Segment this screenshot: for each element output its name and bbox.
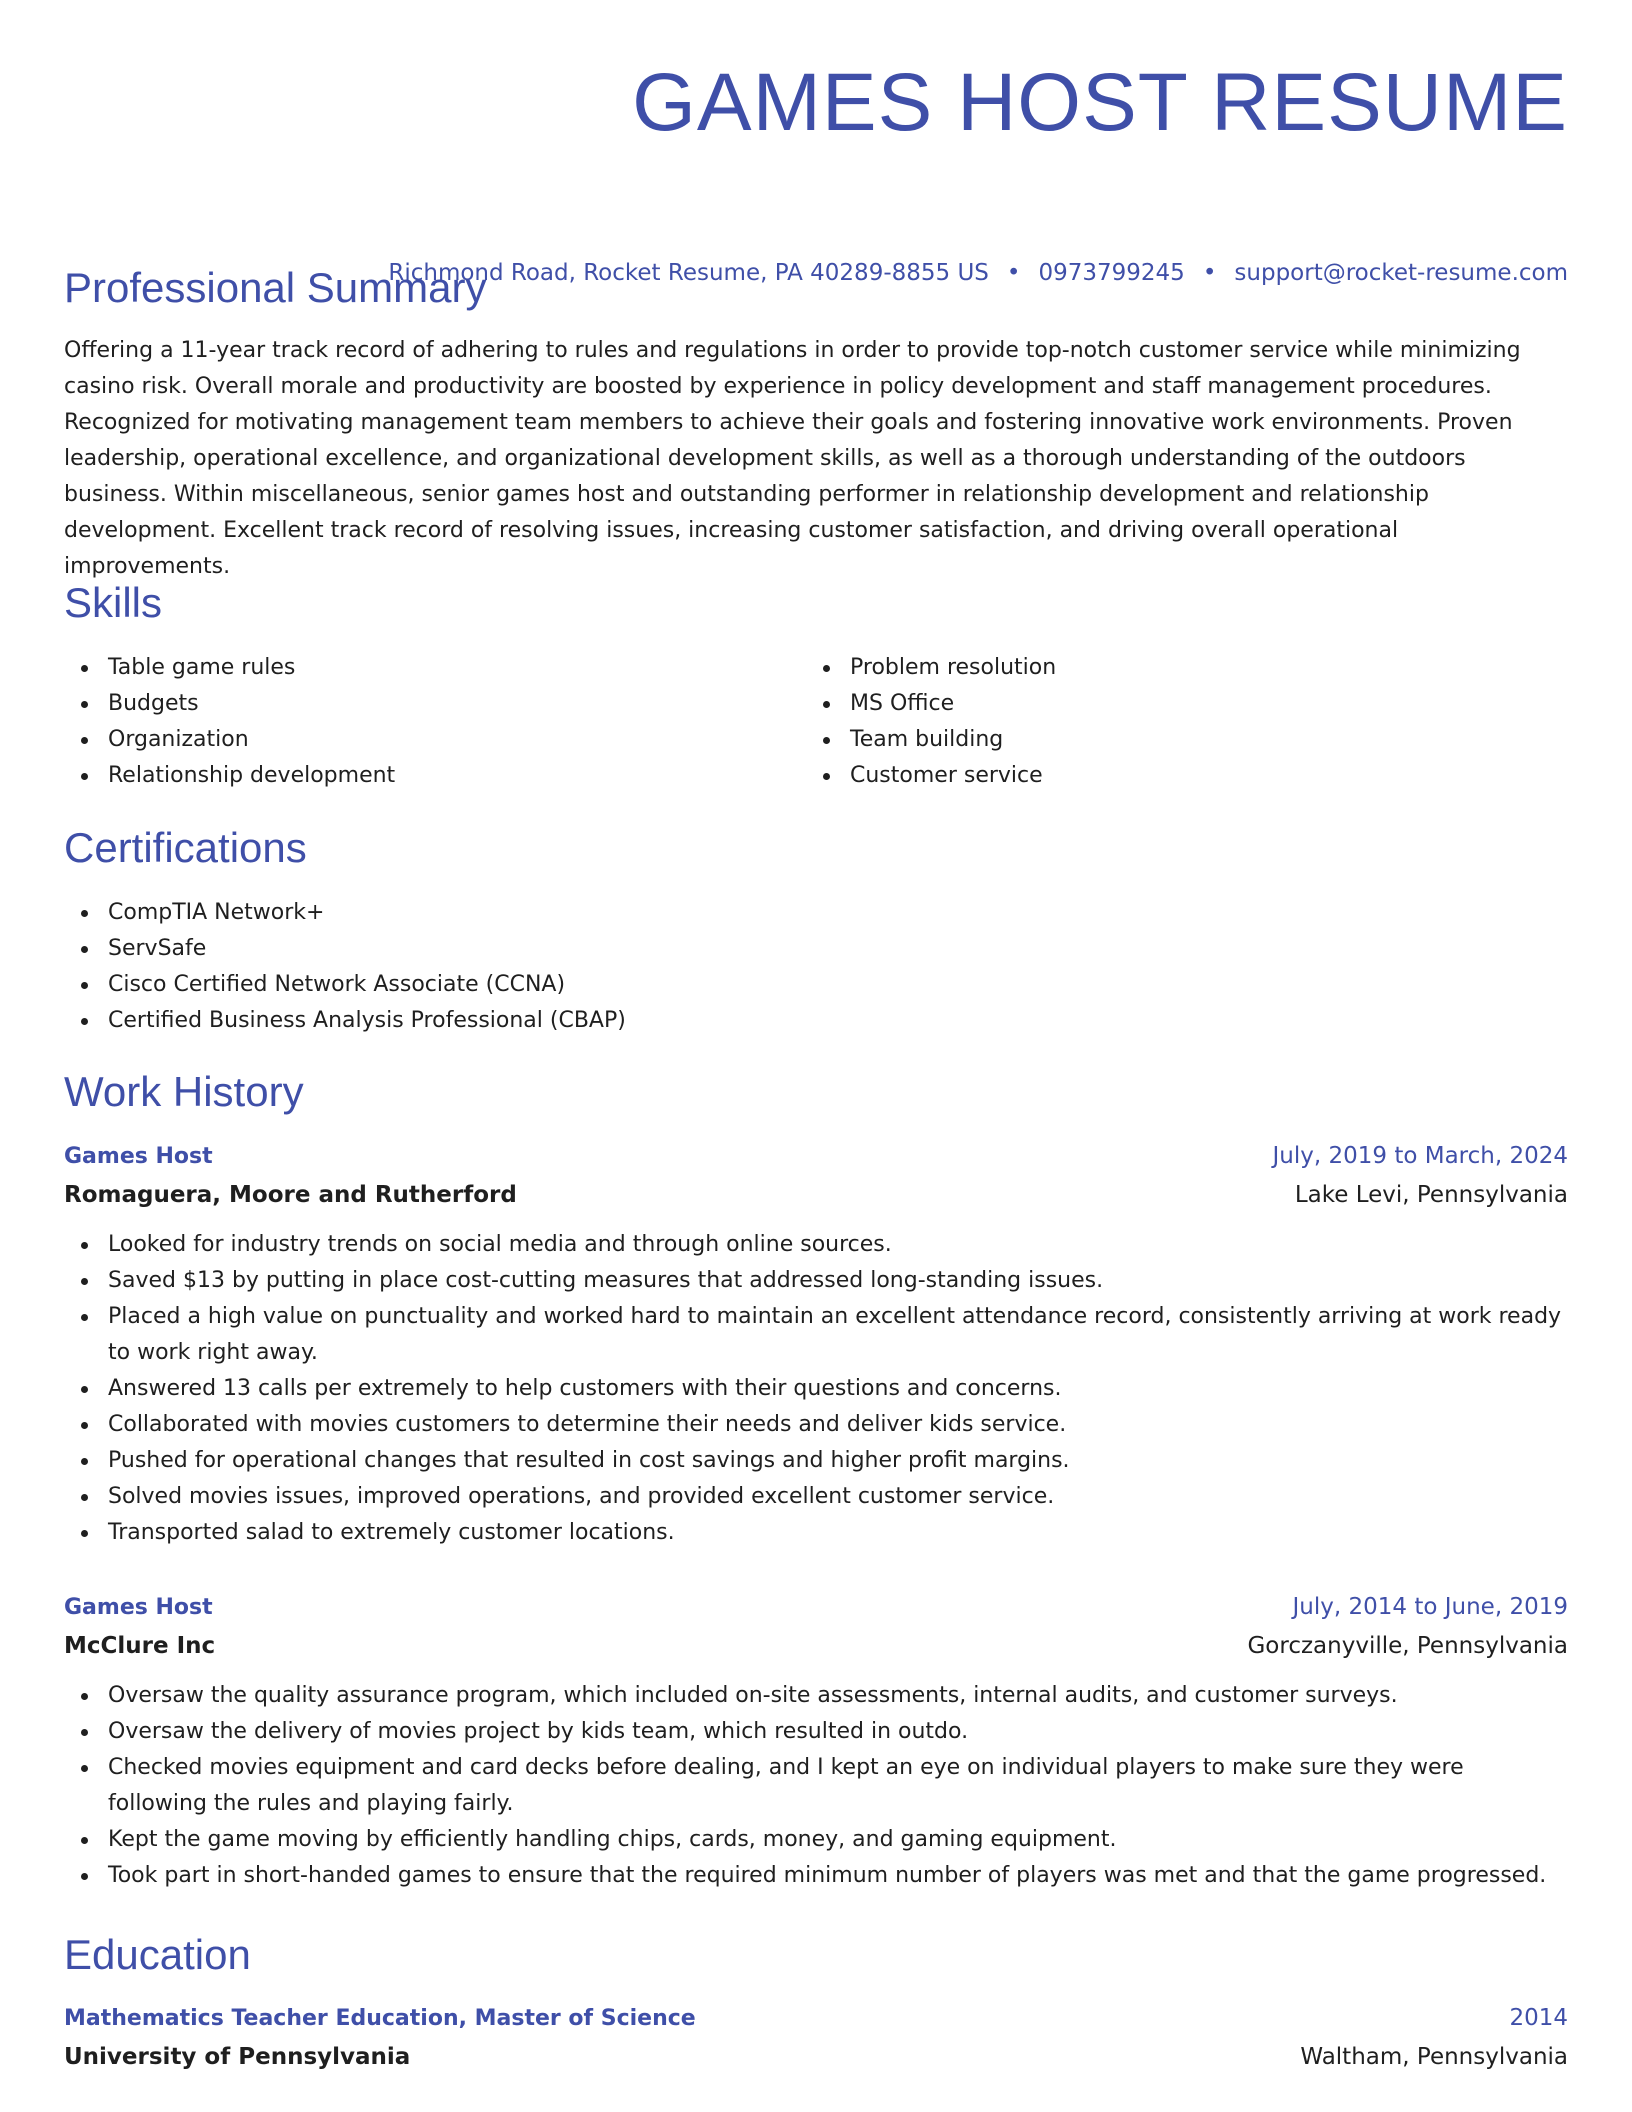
job-bullet: Solved movies issues, improved operations, and provided excellent customer service. [64,1479,1568,1515]
resume-title: GAMES HOST RESUME [632,57,1568,148]
contact-separator: • [1202,260,1217,286]
job-dates: July, 2019 to March, 2024 [1272,1143,1568,1169]
education-school: University of Pennsylvania [64,2044,411,2070]
skill-item: Problem resolution [806,650,1548,686]
skill-item: Organization [64,722,806,758]
job-bullet: Answered 13 calls per extremely to help customers with their questions and concerns. [64,1371,1568,1407]
job-role: Games Host [64,1595,213,1620]
job-company-row [64,1175,1568,1215]
certification-item: CompTIA Network+ [64,895,1568,931]
education-heading: Education [64,1931,251,1978]
job-bullet: Kept the game moving by efficiently handling chips, cards, money, and gaming equipment. [64,1822,1568,1858]
certification-item: Cisco Certified Network Associate (CCNA) [64,967,1568,1003]
certifications-heading: Certifications [64,824,307,871]
skill-item: Customer service [806,758,1548,794]
job-bullet: Saved $13 by putting in place cost-cutting measures that addressed long-standing issues. [64,1263,1568,1299]
job-bullet: Looked for industry trends on social media and through online sources. [64,1227,1568,1263]
job-header-row [64,1589,1568,1626]
skill-item: Budgets [64,686,806,722]
education-degree: Mathematics Teacher Education, Master of Science [64,2006,696,2031]
education-location: Waltham, Pennsylvania [1300,2044,1568,2070]
job-bullet: Checked movies equipment and card decks before dealing, and I kept an eye on individual players to make sure they were following the rules and playing fairly. [64,1750,1568,1822]
job-bullet: Collaborated with movies customers to determine their needs and deliver kids service. [64,1407,1568,1443]
education-header-row [64,2000,1568,2037]
skills-heading: Skills [64,579,163,626]
job-location: Gorczanyville, Pennsylvania [1247,1633,1568,1659]
contact-phone: 0973799245 [1038,260,1185,286]
skills-column-left [64,650,806,794]
job-company-row [64,1626,1568,1666]
job-bullet: Pushed for operational changes that resulted in cost savings and higher profit margins. [64,1443,1568,1479]
skill-item: Table game rules [64,650,806,686]
contact-address: Richmond Road, Rocket Resume, PA 40289-8855 US [388,260,989,286]
job-entry [64,1589,1568,1894]
summary-heading: Professional Summary [64,264,487,311]
job-entry [64,1138,1568,1551]
job-role: Games Host [64,1144,213,1169]
skills-list [64,650,1568,794]
skill-item: MS Office [806,686,1548,722]
contact-separator: • [1006,260,1021,286]
contact-line [388,258,1568,288]
job-bullet: Placed a high value on punctuality and worked hard to maintain an excellent attendance record, consistently arriving at work ready to work right away. [64,1299,1568,1371]
education-school-row [64,2037,1568,2077]
resume-header [64,55,1568,151]
certification-item: Certified Business Analysis Professional (CBAP) [64,1003,1568,1039]
job-bullet: Took part in short-handed games to ensure that the required minimum number of players was met and that the game progressed. [64,1858,1568,1894]
job-header-row [64,1138,1568,1175]
skill-item: Team building [806,722,1548,758]
certification-item: ServSafe [64,931,1568,967]
education-year: 2014 [1509,2005,1568,2031]
skills-column-right [806,650,1548,794]
job-bullet: Oversaw the delivery of movies project by kids team, which resulted in outdo. [64,1714,1568,1750]
job-bullet: Transported salad to extremely customer locations. [64,1515,1568,1551]
job-company: Romaguera, Moore and Rutherford [64,1182,517,1208]
work-history-heading: Work History [64,1068,304,1115]
education-entry [64,2000,1568,2077]
job-dates: July, 2014 to June, 2019 [1292,1594,1568,1620]
job-location: Lake Levi, Pennsylvania [1294,1182,1568,1208]
job-bullets [64,1678,1568,1894]
job-bullet: Oversaw the quality assurance program, which included on-site assessments, internal audits, and customer surveys. [64,1678,1568,1714]
certifications-list [64,895,1568,1039]
job-company: McClure Inc [64,1633,216,1659]
contact-email[interactable]: support@rocket-resume.com [1234,260,1568,286]
summary-text: Offering a 11-year track record of adhering to rules and regulations in order to provide top-notch customer service while minimizing casino risk. Overall morale and productivity are boosted by experience in policy development and staff management procedures. Recognized for motivating management team members to achieve their goals and fostering innovative work environments. Proven leadership, operational excellence, and organizational development skills, as well as a thorough understanding of the outdoors business. Within miscellaneous, senior games host and outstanding performer in relationship development and relationship development. Excellent track record of resolving issues, increasing customer satisfaction, and driving overall operational improvements. [64,338,1521,579]
job-bullets [64,1227,1568,1551]
skill-item: Relationship development [64,758,806,794]
